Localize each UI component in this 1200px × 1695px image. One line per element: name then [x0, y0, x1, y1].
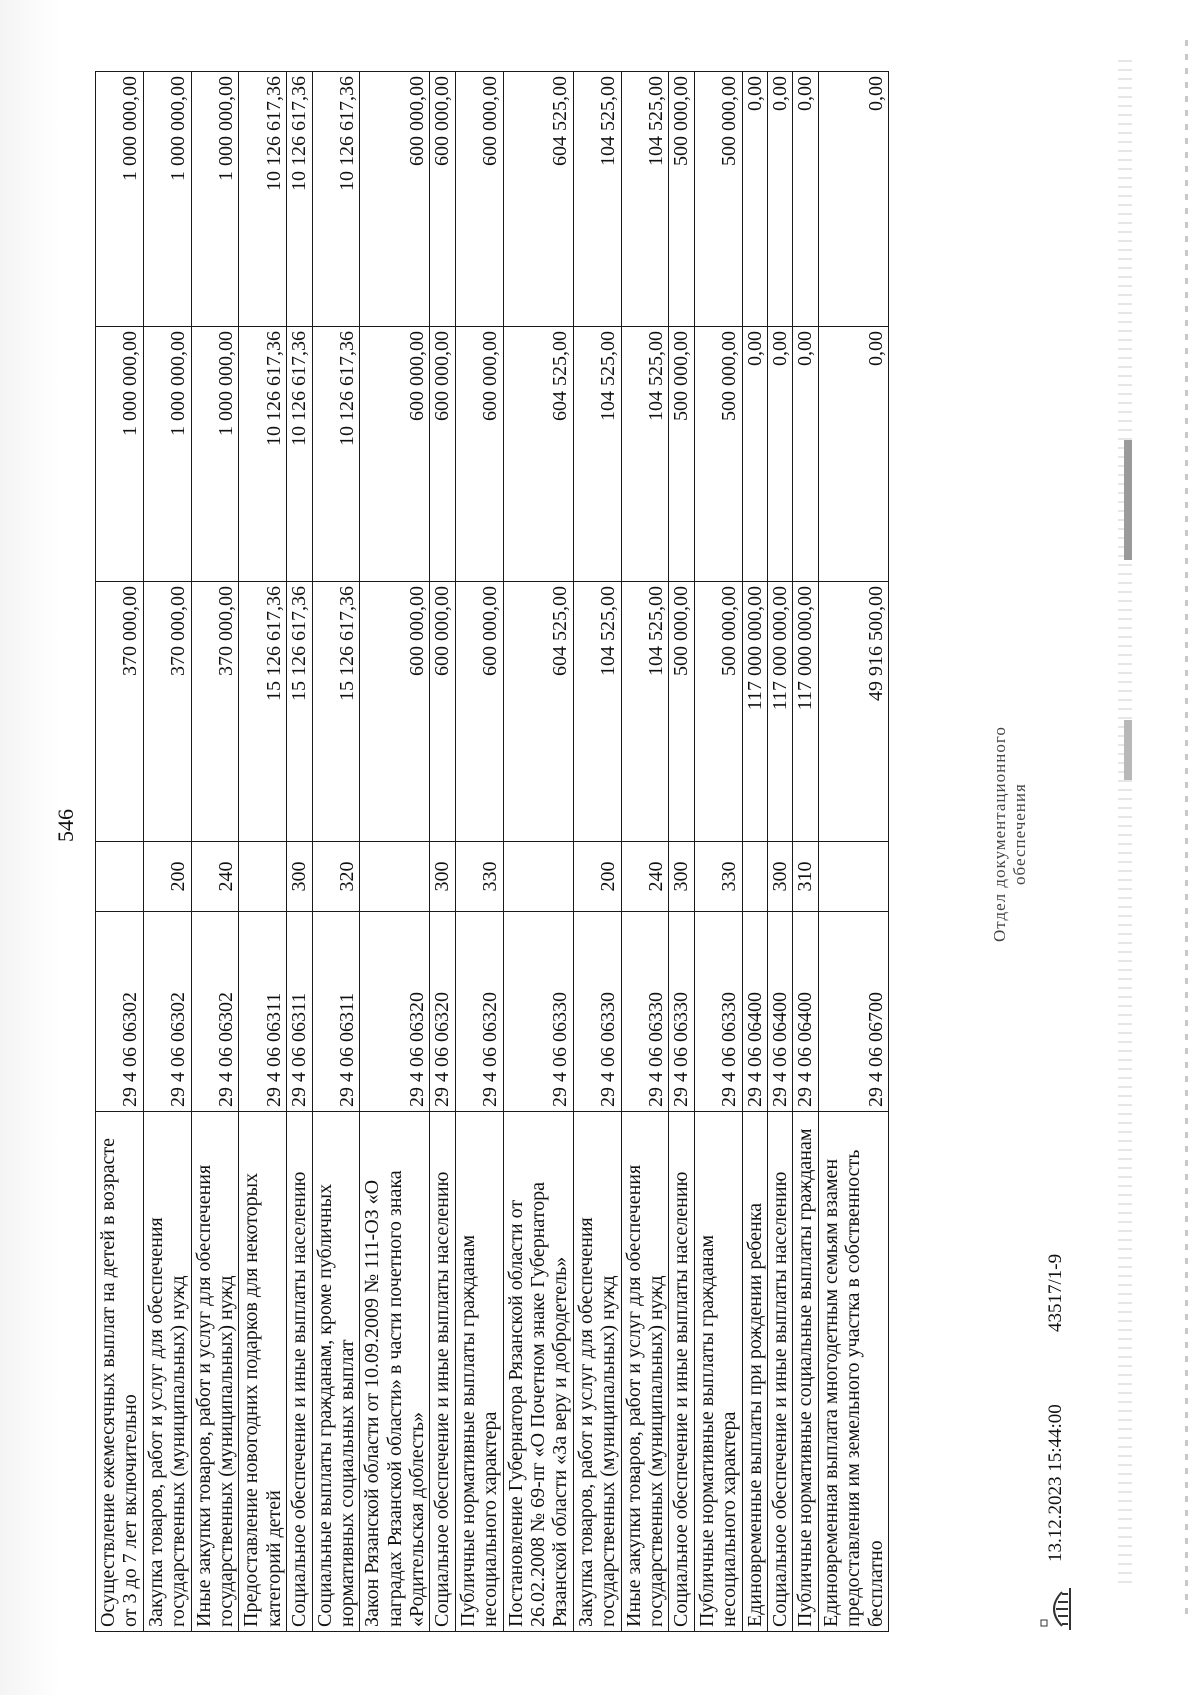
table-row	[669, 72, 694, 1632]
row-sum-1: 500 000,00	[669, 582, 694, 842]
stamp-line-2: обеспечения	[1010, 783, 1030, 885]
row-sum-3: 500 000,00	[694, 72, 742, 327]
table-row	[793, 72, 818, 1632]
row-code: 29 4 06 06330	[694, 912, 742, 1112]
row-sum-1: 370 000,00	[96, 582, 144, 842]
row-sum-2: 0,00	[793, 327, 818, 582]
row-sum-2: 104 525,00	[621, 327, 669, 582]
row-sum-2: 1 000 000,00	[143, 327, 191, 582]
row-code: 29 4 06 06320	[360, 912, 430, 1112]
row-sum-2: 10 126 617,36	[287, 327, 312, 582]
scan-artifact-mark	[1124, 440, 1132, 560]
row-sum-1: 15 126 617,36	[239, 582, 287, 842]
row-code: 29 4 06 06302	[96, 912, 144, 1112]
table-row	[312, 72, 360, 1632]
row-type: 330	[455, 842, 503, 912]
stamp-line-1: Отдел документационного	[990, 726, 1009, 942]
row-code: 29 4 06 06400	[742, 912, 767, 1112]
row-sum-3: 104 525,00	[621, 72, 669, 327]
row-code: 29 4 06 06311	[239, 912, 287, 1112]
row-sum-3: 1 000 000,00	[96, 72, 144, 327]
row-sum-1: 49 916 500,00	[818, 582, 888, 842]
row-sum-1: 500 000,00	[694, 582, 742, 842]
row-sum-2: 604 525,00	[503, 327, 573, 582]
row-sum-3: 604 525,00	[503, 72, 573, 327]
row-name: Публичные нормативные социальные выплаты гражданам	[793, 1112, 818, 1632]
duma-logo-icon	[1040, 1586, 1074, 1632]
row-name: Иные закупки товаров, работ и услуг для обеспечения государственных (муниципальных) нужд	[191, 1112, 239, 1632]
row-sum-1: 604 525,00	[503, 582, 573, 842]
table-row	[694, 72, 742, 1632]
row-code: 29 4 06 06400	[767, 912, 792, 1112]
table-row	[767, 72, 792, 1632]
table-row	[143, 72, 191, 1632]
row-name: Единовременная выплата многодетным семьям взамен предоставления им земельного участка в собственность бесплатно	[818, 1112, 888, 1632]
row-type: 310	[793, 842, 818, 912]
department-stamp	[990, 726, 1031, 942]
row-type	[503, 842, 573, 912]
row-type	[239, 842, 287, 912]
row-code: 29 4 06 06330	[573, 912, 621, 1112]
row-code: 29 4 06 06700	[818, 912, 888, 1112]
table-row	[573, 72, 621, 1632]
row-name: Социальное обеспечение и иные выплаты населению	[287, 1112, 312, 1632]
row-sum-1: 600 000,00	[430, 582, 455, 842]
scan-artifact-strip	[1185, 40, 1188, 1620]
table-row	[455, 72, 503, 1632]
row-name: Публичные нормативные выплаты гражданам несоциального характера	[455, 1112, 503, 1632]
row-name: Осуществление ежемесячных выплат на детей в возрасте от 3 до 7 лет включительно	[96, 1112, 144, 1632]
row-sum-1: 117 000 000,00	[767, 582, 792, 842]
row-sum-3: 500 000,00	[669, 72, 694, 327]
rotated-page	[35, 72, 1110, 1632]
row-type: 300	[430, 842, 455, 912]
row-name: Предоставление новогодних подарков для некоторых категорий детей	[239, 1112, 287, 1632]
row-name: Социальное обеспечение и иные выплаты населению	[430, 1112, 455, 1632]
row-type: 240	[621, 842, 669, 912]
row-type: 300	[287, 842, 312, 912]
row-type	[96, 842, 144, 912]
row-sum-1: 117 000 000,00	[742, 582, 767, 842]
row-code: 29 4 06 06330	[621, 912, 669, 1112]
row-name: Закон Рязанской области от 10.09.2009 № 111-ОЗ «О наградах Рязанской области» в части почетного знака «Родительская доблесть»	[360, 1112, 430, 1632]
table-row	[287, 72, 312, 1632]
row-sum-2: 500 000,00	[669, 327, 694, 582]
row-sum-1: 104 525,00	[621, 582, 669, 842]
row-sum-2: 104 525,00	[573, 327, 621, 582]
row-sum-1: 370 000,00	[143, 582, 191, 842]
table-row	[818, 72, 888, 1632]
row-sum-2: 10 126 617,36	[239, 327, 287, 582]
row-sum-3: 600 000,00	[455, 72, 503, 327]
row-type: 200	[573, 842, 621, 912]
row-name: Закупка товаров, работ и услуг для обеспечения государственных (муниципальных) нужд	[143, 1112, 191, 1632]
row-name: Закупка товаров, работ и услуг для обеспечения государственных (муниципальных) нужд	[573, 1112, 621, 1632]
row-sum-2: 0,00	[767, 327, 792, 582]
row-sum-3: 0,00	[767, 72, 792, 327]
row-sum-2: 0,00	[818, 327, 888, 582]
row-sum-2: 600 000,00	[360, 327, 430, 582]
row-sum-3: 1 000 000,00	[143, 72, 191, 327]
row-code: 29 4 06 06311	[312, 912, 360, 1112]
row-type	[742, 842, 767, 912]
row-code: 29 4 06 06330	[503, 912, 573, 1112]
row-type	[360, 842, 430, 912]
row-sum-3: 1 000 000,00	[191, 72, 239, 327]
row-sum-2: 10 126 617,36	[312, 327, 360, 582]
row-code: 29 4 06 06320	[455, 912, 503, 1112]
footer-date: 13.12.2023 15:44:00	[1045, 1404, 1066, 1562]
row-type: 330	[694, 842, 742, 912]
row-sum-3: 104 525,00	[573, 72, 621, 327]
row-type: 240	[191, 842, 239, 912]
row-name: Постановление Губернатора Рязанской области от 26.02.2008 № 69-пг «О Почетном знаке Губернатора Рязанской области «За веру и добродетель»	[503, 1112, 573, 1632]
row-sum-1: 600 000,00	[455, 582, 503, 842]
row-name: Публичные нормативные выплаты гражданам несоциального характера	[694, 1112, 742, 1632]
row-sum-1: 600 000,00	[360, 582, 430, 842]
scan-artifact-bar	[1118, 60, 1132, 1590]
row-code: 29 4 06 06330	[669, 912, 694, 1112]
table-row	[191, 72, 239, 1632]
table-row	[742, 72, 767, 1632]
row-name: Иные закупки товаров, работ и услуг для обеспечения государственных (муниципальных) нужд	[621, 1112, 669, 1632]
row-code: 29 4 06 06302	[191, 912, 239, 1112]
row-code: 29 4 06 06302	[143, 912, 191, 1112]
row-sum-1: 15 126 617,36	[312, 582, 360, 842]
row-code: 29 4 06 06311	[287, 912, 312, 1112]
row-sum-1: 117 000 000,00	[793, 582, 818, 842]
row-sum-3: 600 000,00	[360, 72, 430, 327]
row-sum-3: 10 126 617,36	[287, 72, 312, 327]
row-sum-3: 0,00	[742, 72, 767, 327]
row-sum-3: 600 000,00	[430, 72, 455, 327]
budget-table	[95, 71, 889, 1632]
row-name: Единовременные выплаты при рождении ребенка	[742, 1112, 767, 1632]
row-name: Социальное обеспечение и иные выплаты населению	[767, 1112, 792, 1632]
table-row	[503, 72, 573, 1632]
row-type	[818, 842, 888, 912]
row-type: 200	[143, 842, 191, 912]
row-sum-1: 104 525,00	[573, 582, 621, 842]
row-sum-2: 600 000,00	[430, 327, 455, 582]
row-sum-3: 0,00	[818, 72, 888, 327]
row-sum-2: 0,00	[742, 327, 767, 582]
table-row	[360, 72, 430, 1632]
table-row	[239, 72, 287, 1632]
table-row	[621, 72, 669, 1632]
row-sum-2: 600 000,00	[455, 327, 503, 582]
footer-doc-code: 43517/1-9	[1045, 1253, 1066, 1332]
row-sum-1: 15 126 617,36	[287, 582, 312, 842]
page-number: 546	[53, 809, 78, 842]
row-sum-3: 10 126 617,36	[312, 72, 360, 327]
table-row	[430, 72, 455, 1632]
row-sum-1: 370 000,00	[191, 582, 239, 842]
row-type: 300	[669, 842, 694, 912]
row-name: Социальные выплаты гражданам, кроме публичных нормативных социальных выплат	[312, 1112, 360, 1632]
row-sum-2: 500 000,00	[694, 327, 742, 582]
row-code: 29 4 06 06400	[793, 912, 818, 1112]
row-type: 300	[767, 842, 792, 912]
table-row	[96, 72, 144, 1632]
row-type: 320	[312, 842, 360, 912]
row-sum-3: 10 126 617,36	[239, 72, 287, 327]
row-name: Социальное обеспечение и иные выплаты населению	[669, 1112, 694, 1632]
row-sum-3: 0,00	[793, 72, 818, 327]
row-sum-2: 1 000 000,00	[191, 327, 239, 582]
scan-artifact-mark-2	[1124, 720, 1132, 780]
row-sum-2: 1 000 000,00	[96, 327, 144, 582]
row-code: 29 4 06 06320	[430, 912, 455, 1112]
